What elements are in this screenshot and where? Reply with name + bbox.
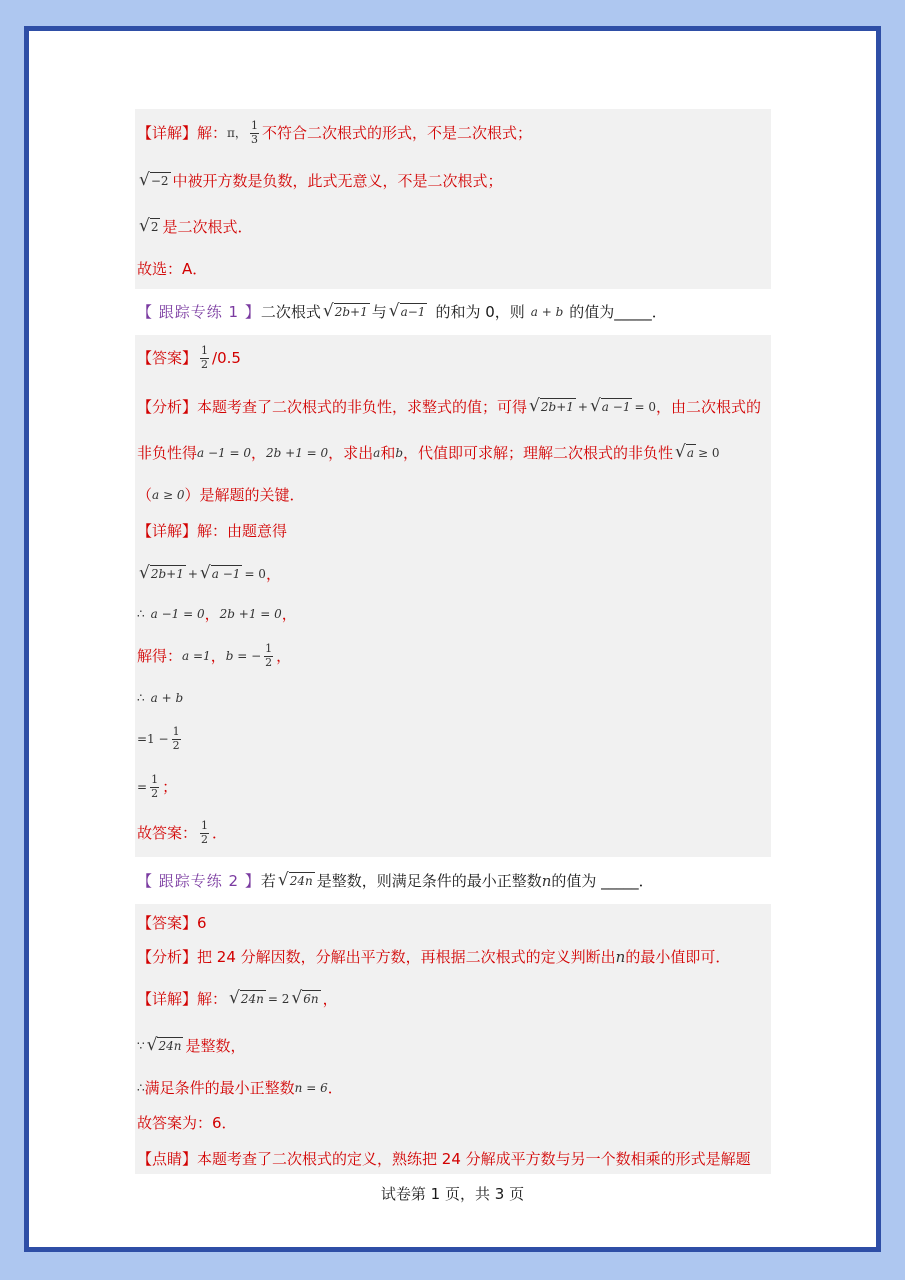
detail-step-2 — [137, 599, 297, 629]
sqrt-24n: √ 24n — [146, 1035, 182, 1056]
detail-text: 解： — [197, 990, 228, 1008]
analysis-text: （ — [137, 486, 153, 504]
math-expr: 2b +1 = 0 — [266, 445, 329, 460]
math-expr: =1 − — [137, 731, 169, 746]
fraction-one-third: $\frac{1}{3}$ — [250, 118, 258, 146]
math-expr: a −1 = 0 — [150, 606, 205, 621]
detail-text: 故答案： — [137, 824, 198, 842]
sqrt-24n: √ 24n — [277, 870, 313, 891]
analysis-text: ， — [251, 444, 267, 462]
fraction-half: $\frac{1}{2}$ — [151, 772, 159, 800]
detail-step-6 — [137, 772, 177, 802]
analysis-line-2 — [137, 438, 720, 468]
analysis-text: 把 24 分解因数，分解出平方数，再根据二次根式的定义判断出 — [197, 948, 616, 966]
math-eq: = 0 — [244, 566, 266, 581]
detail-text: ； — [162, 778, 178, 796]
detail-text: 中被开方数是负数，此式无意义，不是二次根式； — [172, 172, 503, 190]
detail-text: ， — [265, 565, 281, 583]
question-1 — [137, 297, 667, 327]
detail-text: ， — [210, 647, 226, 665]
sqrt-2b-plus-1: √ 2b+1 — [529, 396, 574, 417]
because-symbol: ∵ — [137, 1038, 145, 1053]
detail-text: 是二次根式． — [162, 218, 253, 236]
follow-practice-label: 【 跟踪专练 1 】 — [137, 303, 261, 321]
detail-line-4 — [137, 254, 207, 284]
math-expr: a + b — [150, 690, 184, 705]
sqrt-a-minus-1: √ a −1 — [199, 563, 241, 584]
comment-line — [137, 1144, 751, 1174]
detail-text: 解：由题意得 — [197, 522, 288, 540]
comment-tag: 【点睛】 — [137, 1150, 198, 1168]
detail-step-1 — [137, 559, 281, 589]
analysis-text: 和 — [380, 444, 396, 462]
question-text: 的值为 _____． — [551, 872, 654, 890]
question-text: 的值为_____． — [569, 303, 667, 321]
detail-step-3 — [137, 641, 291, 671]
question-text: 若 — [260, 872, 276, 890]
detail-text: 解： — [197, 124, 228, 142]
sqrt-neg2: √ −2 — [139, 170, 169, 191]
analysis-text: 的最小值即可． — [625, 948, 731, 966]
therefore-symbol: ∴ — [137, 1080, 145, 1095]
analysis-text: 本题考查了二次根式的非负性，求整式的值；可得 — [197, 398, 528, 416]
math-expr: n = 6 — [294, 1080, 328, 1095]
detail-line-head — [137, 516, 287, 546]
detail-tag: 【详解】 — [137, 522, 198, 540]
detail-line-3 — [137, 212, 253, 242]
math-eq: = 0 — [634, 399, 656, 414]
detail-line-2 — [137, 166, 503, 196]
math-expr: a + b — [530, 304, 564, 319]
math-var: n — [615, 948, 626, 966]
comment-text: 本题考查了二次根式的定义，熟练把 24 分解成平方数与另一个数相乘的形式是解题 — [197, 1150, 751, 1168]
detail-2-line-4 — [137, 1108, 237, 1138]
detail-2-line-3 — [137, 1073, 343, 1103]
therefore-symbol: ∴ — [137, 690, 145, 705]
math-eq: = 2 — [267, 991, 290, 1006]
detail-step-4 — [137, 683, 183, 713]
detail-text: 故答案为：6． — [137, 1114, 237, 1132]
therefore-symbol: ∴ — [137, 606, 145, 621]
question-text: 与 — [371, 303, 387, 321]
answer-value: 6 — [197, 914, 207, 932]
math-var: b — [395, 445, 404, 460]
math-var: a — [373, 445, 381, 460]
analysis-text: ）是解题的关键． — [184, 486, 305, 504]
math-op: + — [577, 399, 588, 414]
answer-tag: 【答案】 — [137, 349, 198, 367]
sqrt-a: √ a — [675, 442, 695, 463]
math-expr: b = − — [225, 648, 262, 663]
math-expr: 2b +1 = 0 — [219, 606, 282, 621]
math-var: n — [541, 872, 552, 890]
detail-text: 满足条件的最小正整数 — [144, 1079, 295, 1097]
analysis-line-1 — [137, 392, 761, 422]
page-footer: 试卷第 1 页，共 3 页 — [380, 1185, 525, 1203]
analysis-tag: 【分析】 — [137, 948, 198, 966]
detail-text: ， — [276, 647, 292, 665]
analysis-line-3 — [137, 480, 305, 510]
sqrt-6n: √ 6n — [291, 988, 319, 1009]
analysis-text: 非负性得 — [137, 444, 198, 462]
math-expr: a =1 — [182, 648, 211, 663]
answer-tag: 【答案】 — [137, 914, 198, 932]
math-ineq: a ≥ 0 — [152, 487, 185, 502]
detail-text: 是整数， — [185, 1037, 246, 1055]
separator: ， — [234, 125, 247, 140]
answer-fraction: $\frac{1}{2}$ — [201, 343, 209, 371]
detail-text: ， — [204, 605, 220, 623]
analysis-text: ，代值即可求解；理解二次根式的非负性 — [403, 444, 674, 462]
question-text: 的和为 0，则 — [435, 303, 525, 321]
detail-text: 解得： — [137, 647, 183, 665]
answer-tail: /0.5 — [212, 349, 241, 367]
detail-text-2: 不符合二次根式的形式，不是二次根式； — [261, 124, 532, 142]
question-2 — [137, 866, 654, 896]
analysis-text: ，求出 — [328, 444, 374, 462]
detail-step-5 — [137, 724, 184, 754]
detail-text: ， — [322, 990, 338, 1008]
sqrt-a-minus-1: √ a −1 — [589, 396, 631, 417]
math-eq: = — [137, 779, 148, 794]
answer-1 — [137, 343, 241, 373]
sqrt-a-minus-1: √ a−1 — [388, 301, 426, 322]
fraction-half: $\frac{1}{2}$ — [201, 818, 209, 846]
detail-step-7 — [137, 818, 227, 848]
detail-tag: 【详解】 — [137, 990, 198, 1008]
sqrt-2b-plus-1: √ 2b+1 — [139, 563, 184, 584]
math-op: + — [187, 566, 198, 581]
fraction-half: $\frac{1}{2}$ — [172, 724, 180, 752]
pi-symbol: π — [227, 125, 235, 140]
detail-text: ． — [327, 1079, 343, 1097]
sqrt-2: √ 2 — [139, 216, 159, 237]
detail-text: ． — [212, 824, 228, 842]
sqrt-2b-plus-1: √ 2b+1 — [322, 301, 368, 322]
sqrt-24n: √ 24n — [229, 988, 264, 1009]
question-text: 是整数，则满足条件的最小正整数 — [316, 872, 542, 890]
question-text: 二次根式 — [260, 303, 321, 321]
analysis-tag: 【分析】 — [137, 398, 198, 416]
answer-2 — [137, 908, 207, 938]
math-ineq: ≥ 0 — [698, 445, 720, 460]
detail-text: ， — [281, 605, 297, 623]
math-expr: a −1 = 0 — [197, 445, 251, 460]
analysis-text: ，由二次根式的 — [655, 398, 761, 416]
fraction-half: $\frac{1}{2}$ — [265, 641, 273, 669]
detail-tag: 【详解】 — [137, 124, 198, 142]
follow-practice-label: 【 跟踪专练 2 】 — [137, 872, 261, 890]
detail-2-line-2 — [137, 1031, 246, 1061]
choice-text: 故选：A． — [137, 260, 208, 278]
detail-line-1 — [137, 118, 532, 148]
detail-2-line-1 — [137, 984, 338, 1014]
analysis-2 — [137, 942, 730, 972]
